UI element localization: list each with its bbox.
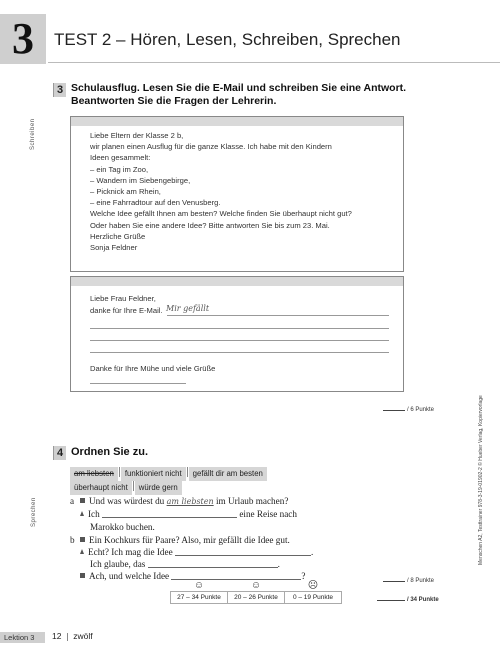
- points-blank[interactable]: [383, 410, 405, 411]
- reply-write-line[interactable]: [167, 315, 389, 316]
- reply-closing: Danke für Ihre Mühe und viele Grüße: [90, 364, 216, 373]
- exercise-b-response-2: Ich glaube, das .: [90, 559, 280, 569]
- side-copyright: Menschen A2, Testtrainer 978-3-19-01902-2 © Hueber Verlag, Kopiervorlage: [478, 395, 484, 565]
- square-bullet-icon: [80, 537, 85, 542]
- task-3-instruction-2: Beantworten Sie die Fragen der Lehrerin.: [71, 95, 277, 107]
- exercise-b-response-3: Ach, und welche Idee ?: [80, 570, 305, 583]
- reply-box: [70, 276, 404, 392]
- side-label-schreiben: Schreiben: [30, 118, 36, 150]
- answer-blank[interactable]: [148, 559, 278, 568]
- word-chip: funktioniert nicht: [121, 467, 186, 481]
- reply-greeting: Liebe Frau Feldner,: [90, 294, 156, 303]
- task-4-number: 4: [53, 446, 66, 460]
- score-range: 0 – 19 Punkte: [285, 592, 342, 604]
- word-chip: würde gern: [135, 481, 182, 495]
- email-line: – ein Tag im Zoo,: [90, 164, 149, 174]
- total-points-label: / 34 Punkte: [407, 597, 439, 603]
- exercise-b-response-1: Echt? Ich mag die Idee .: [80, 546, 313, 559]
- score-range: 20 – 26 Punkte: [228, 592, 285, 604]
- handwritten-answer: am liebsten: [166, 497, 214, 506]
- smile-icon: ☺: [193, 580, 205, 591]
- word-bank-row-2: [70, 477, 182, 495]
- reply-box-band: [71, 277, 403, 286]
- chapter-number: 3: [0, 14, 46, 64]
- task-4-points: [383, 578, 434, 584]
- email-line: Herzliche Grüße: [90, 231, 146, 241]
- exercise-a-continuation: Marokko buchen.: [90, 522, 155, 532]
- answer-blank[interactable]: [171, 571, 301, 580]
- email-line: Ideen gesammelt:: [90, 153, 151, 163]
- square-bullet-icon: [80, 498, 85, 503]
- frown-icon: ☹: [307, 580, 319, 591]
- page-number: 12: [52, 631, 62, 641]
- email-text: [71, 126, 403, 253]
- reply-handwritten: Mir gefällt: [166, 304, 210, 313]
- word-chip: am liebsten: [70, 467, 118, 481]
- email-line: wir planen einen Ausflug für die ganze Klasse. Ich habe mit den Kindern: [90, 142, 332, 152]
- word-chip: überhaupt nicht: [70, 481, 132, 495]
- side-label-sprechen: Sprechen: [31, 497, 37, 527]
- footer-page-number: [52, 631, 93, 641]
- email-line: – Wandern im Siebengebirge,: [90, 175, 191, 185]
- word-chip: gefällt dir am besten: [189, 467, 267, 481]
- email-line: Liebe Eltern der Klasse 2 b,: [90, 131, 184, 140]
- email-line: Oder haben Sie eine andere Idee? Bitte antworten Sie bis zum 23. Mai.: [90, 220, 330, 230]
- footer-lektion: Lektion 3: [0, 632, 45, 643]
- points-label: / 8 Punkte: [407, 578, 435, 584]
- email-box-band: [71, 117, 403, 126]
- header-divider: [48, 62, 500, 63]
- reply-write-line[interactable]: [90, 328, 389, 329]
- task-3-number: 3: [53, 83, 66, 97]
- square-bullet-icon: [80, 573, 85, 578]
- smile-icon: ☺: [250, 580, 262, 591]
- email-line: – eine Fahrradtour auf den Venusberg.: [90, 198, 221, 208]
- exercise-a-response: Ich eine Reise nach: [80, 508, 297, 521]
- answer-blank[interactable]: [102, 509, 237, 518]
- exercise-a-question: a Und was würdest du am liebsten im Urlaub machen?: [70, 496, 289, 506]
- page-word: zwölf: [73, 631, 93, 641]
- score-range: 27 – 34 Punkte: [171, 592, 228, 604]
- email-line: Welche Idee gefällt Ihnen am besten? Welche finden Sie überhaupt nicht gut?: [90, 209, 352, 219]
- page-title: TEST 2 – Hören, Lesen, Schreiben, Sprechen: [54, 30, 401, 49]
- email-line: Sonja Feldner: [90, 243, 138, 253]
- task-3-points: [383, 407, 434, 413]
- total-points: [377, 597, 439, 603]
- triangle-bullet-icon: [80, 549, 84, 554]
- task-4-instruction: Ordnen Sie zu.: [71, 446, 149, 458]
- score-table: [170, 580, 342, 604]
- points-blank[interactable]: [377, 600, 405, 601]
- task-3-instruction-1: Schulausflug. Lesen Sie die E-Mail und schreiben Sie eine Antwort.: [71, 82, 407, 94]
- reply-write-line[interactable]: [90, 340, 389, 341]
- reply-signature-line[interactable]: [90, 383, 186, 384]
- email-line: – Picknick am Rhein,: [90, 187, 161, 197]
- points-label: / 6 Punkte: [407, 407, 435, 413]
- triangle-bullet-icon: [80, 511, 84, 516]
- points-blank[interactable]: [383, 581, 405, 582]
- answer-blank[interactable]: [175, 547, 311, 556]
- reply-line-prefix: danke für Ihre E-Mail.: [90, 306, 163, 315]
- exercise-b-question: b Ein Kochkurs für Paare? Also, mir gefällt die Idee gut.: [70, 535, 290, 545]
- email-box: [70, 116, 404, 272]
- reply-write-line[interactable]: [90, 352, 389, 353]
